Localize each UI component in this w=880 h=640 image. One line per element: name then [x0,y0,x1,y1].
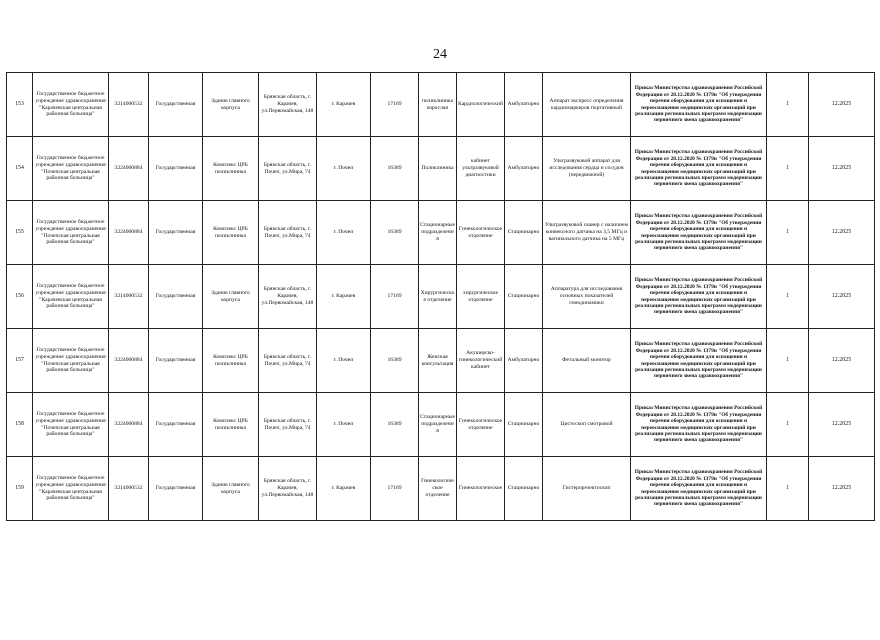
building-cell: Здание главного корпуса [203,73,259,137]
city-cell: г. Почеп [317,393,371,457]
row-number: 158 [7,393,33,457]
equipment-cell: Фетальный монитор [543,329,631,393]
table-row [7,201,875,265]
ownership-cell: Государственная [149,73,203,137]
room-cell: Кардиологический [457,73,505,137]
equipment-table [6,72,875,521]
equipment-cell: Цистоскоп смотровой [543,393,631,457]
code-cell: 17169 [371,457,419,521]
code-cell: 17169 [371,265,419,329]
quantity-cell: 1 [767,137,809,201]
order-cell: Приказ Министерства здравоохранения Российской Федерации от 28.12.2020 № 1379н "Об утверждении перечня оборудования для оснащения и переоснащения медицинских организаций при реализации региональных программ модернизации первичного звена здравоохранения" [631,201,767,265]
order-cell: Приказ Министерства здравоохранения Российской Федерации от 28.12.2020 № 1379н "Об утверждении перечня оборудования для оснащения и переоснащения медицинских организаций при реализации региональных программ модернизации первичного звена здравоохранения" [631,329,767,393]
date-cell: 12.2025 [809,73,875,137]
institution-cell: Государственное бюджетное учреждение здравоохранения "Почепская центральная районная больница" [33,329,109,393]
address-cell: Брянская область, г. Почеп, ул.Мира, 74 [259,137,317,201]
date-cell: 12.2025 [809,457,875,521]
care-type-cell: Стационарно [505,457,543,521]
care-type-cell: Амбулаторно [505,73,543,137]
address-cell: Брянская область, г. Почеп, ул.Мира, 74 [259,329,317,393]
equipment-cell: Ультразвуковой сканер с наличием конвексного датчика на 3,5 МГц и вагинального датчика на 5 МГц [543,201,631,265]
room-cell: Гинекологическое отделение [457,201,505,265]
department-cell: Стационарные подразделения [419,201,457,265]
equipment-cell: Гистерорезектоскоп [543,457,631,521]
equipment-cell: Ультразвуковой аппарат для исследования сердца и сосудов (передвижной) [543,137,631,201]
building-cell: Комплекс ЦРБ поликлиника [203,137,259,201]
institution-cell: Государственное бюджетное учреждение здравоохранения "Почепская центральная районная больница" [33,201,109,265]
ownership-cell: Государственная [149,265,203,329]
quantity-cell: 1 [767,393,809,457]
room-cell: кабинет ультразвуковой диагностики [457,137,505,201]
room-cell: Гинекологическое [457,457,505,521]
table-row [7,393,875,457]
address-cell: Брянская область, г. Карачев, ул.Первомайская, 148 [259,73,317,137]
row-number: 154 [7,137,33,201]
care-type-cell: Амбулаторно [505,137,543,201]
institution-cell: Государственное бюджетное учреждение здравоохранения "Карачевская центральная районная больница" [33,73,109,137]
order-cell: Приказ Министерства здравоохранения Российской Федерации от 28.12.2020 № 1379н "Об утверждении перечня оборудования для оснащения и переоснащения медицинских организаций при реализации региональных программ модернизации первичного звена здравоохранения" [631,137,767,201]
ownership-cell: Государственная [149,137,203,201]
code-cell: 16389 [371,137,419,201]
ownership-cell: Государственная [149,393,203,457]
code-cell: 16389 [371,329,419,393]
building-cell: Здание главного корпуса [203,457,259,521]
building-cell: Комплекс ЦРБ поликлиника [203,201,259,265]
ownership-cell: Государственная [149,201,203,265]
date-cell: 12.2025 [809,329,875,393]
quantity-cell: 1 [767,201,809,265]
inn-cell: 3224000884 [109,137,149,201]
date-cell: 12.2025 [809,265,875,329]
ownership-cell: Государственная [149,329,203,393]
inn-cell: 3214000532 [109,73,149,137]
date-cell: 12.2025 [809,201,875,265]
row-number: 155 [7,201,33,265]
institution-cell: Государственное бюджетное учреждение здравоохранения "Почепская центральная районная больница" [33,137,109,201]
table-row [7,137,875,201]
order-cell: Приказ Министерства здравоохранения Российской Федерации от 28.12.2020 № 1379н "Об утверждении перечня оборудования для оснащения и переоснащения медицинских организаций при реализации региональных программ модернизации первичного звена здравоохранения" [631,265,767,329]
department-cell: поликлиника взрослая [419,73,457,137]
building-cell: Комплекс ЦРБ поликлиника [203,329,259,393]
ownership-cell: Государственная [149,457,203,521]
care-type-cell: Стационарно [505,265,543,329]
code-cell: 17169 [371,73,419,137]
address-cell: Брянская область, г. Карачев, ул.Первомайская, 148 [259,457,317,521]
code-cell: 16389 [371,201,419,265]
code-cell: 16389 [371,393,419,457]
room-cell: Гинекологическое отделение [457,393,505,457]
date-cell: 12.2025 [809,137,875,201]
address-cell: Брянская область, г. Почеп, ул.Мира, 74 [259,393,317,457]
inn-cell: 3214000532 [109,457,149,521]
row-number: 153 [7,73,33,137]
city-cell: г. Карачев [317,457,371,521]
quantity-cell: 1 [767,265,809,329]
quantity-cell: 1 [767,457,809,521]
department-cell: Стационарные подразделения [419,393,457,457]
equipment-cell: Аппарат экспресс определения кардиомаркеров портативный [543,73,631,137]
institution-cell: Государственное бюджетное учреждение здравоохранения "Карачевская центральная районная больница" [33,265,109,329]
inn-cell: 3224000884 [109,201,149,265]
inn-cell: 3214000532 [109,265,149,329]
city-cell: г. Карачев [317,265,371,329]
care-type-cell: Стационарно [505,201,543,265]
row-number: 157 [7,329,33,393]
address-cell: Брянская область, г. Карачев, ул.Первомайская, 148 [259,265,317,329]
table-row [7,73,875,137]
room-cell: хирургическое отделение [457,265,505,329]
row-number: 156 [7,265,33,329]
page-number: 24 [433,47,447,62]
address-cell: Брянская область, г. Почеп, ул.Мира, 74 [259,201,317,265]
order-cell: Приказ Министерства здравоохранения Российской Федерации от 28.12.2020 № 1379н "Об утверждении перечня оборудования для оснащения и переоснащения медицинских организаций при реализации региональных программ модернизации первичного звена здравоохранения" [631,393,767,457]
date-cell: 12.2025 [809,393,875,457]
department-cell: Гинекологическое отделение [419,457,457,521]
room-cell: Акушерско-гинекологический кабинет [457,329,505,393]
care-type-cell: Амбулаторно [505,329,543,393]
table-row [7,329,875,393]
city-cell: г. Почеп [317,137,371,201]
city-cell: г. Карачев [317,73,371,137]
order-cell: Приказ Министерства здравоохранения Российской Федерации от 28.12.2020 № 1379н "Об утверждении перечня оборудования для оснащения и переоснащения медицинских организаций при реализации региональных программ модернизации первичного звена здравоохранения" [631,73,767,137]
table-row [7,265,875,329]
city-cell: г. Почеп [317,329,371,393]
institution-cell: Государственное бюджетное учреждение здравоохранения "Почепская центральная районная больница" [33,393,109,457]
city-cell: г. Почеп [317,201,371,265]
quantity-cell: 1 [767,329,809,393]
quantity-cell: 1 [767,73,809,137]
building-cell: Здание главного корпуса [203,265,259,329]
row-number: 159 [7,457,33,521]
institution-cell: Государственное бюджетное учреждение здравоохранения "Карачевская центральная районная больница" [33,457,109,521]
care-type-cell: Стационарно [505,393,543,457]
inn-cell: 3224000884 [109,329,149,393]
department-cell: Поликлиника [419,137,457,201]
building-cell: Комплекс ЦРБ поликлиника [203,393,259,457]
table-row [7,457,875,521]
equipment-cell: Аппаратура для исследования основных показателей гемодинамики [543,265,631,329]
inn-cell: 3224000884 [109,393,149,457]
department-cell: Женская консультация [419,329,457,393]
department-cell: Хирургическое отделение [419,265,457,329]
order-cell: Приказ Министерства здравоохранения Российской Федерации от 28.12.2020 № 1379н "Об утверждении перечня оборудования для оснащения и переоснащения медицинских организаций при реализации региональных программ модернизации первичного звена здравоохранения" [631,457,767,521]
